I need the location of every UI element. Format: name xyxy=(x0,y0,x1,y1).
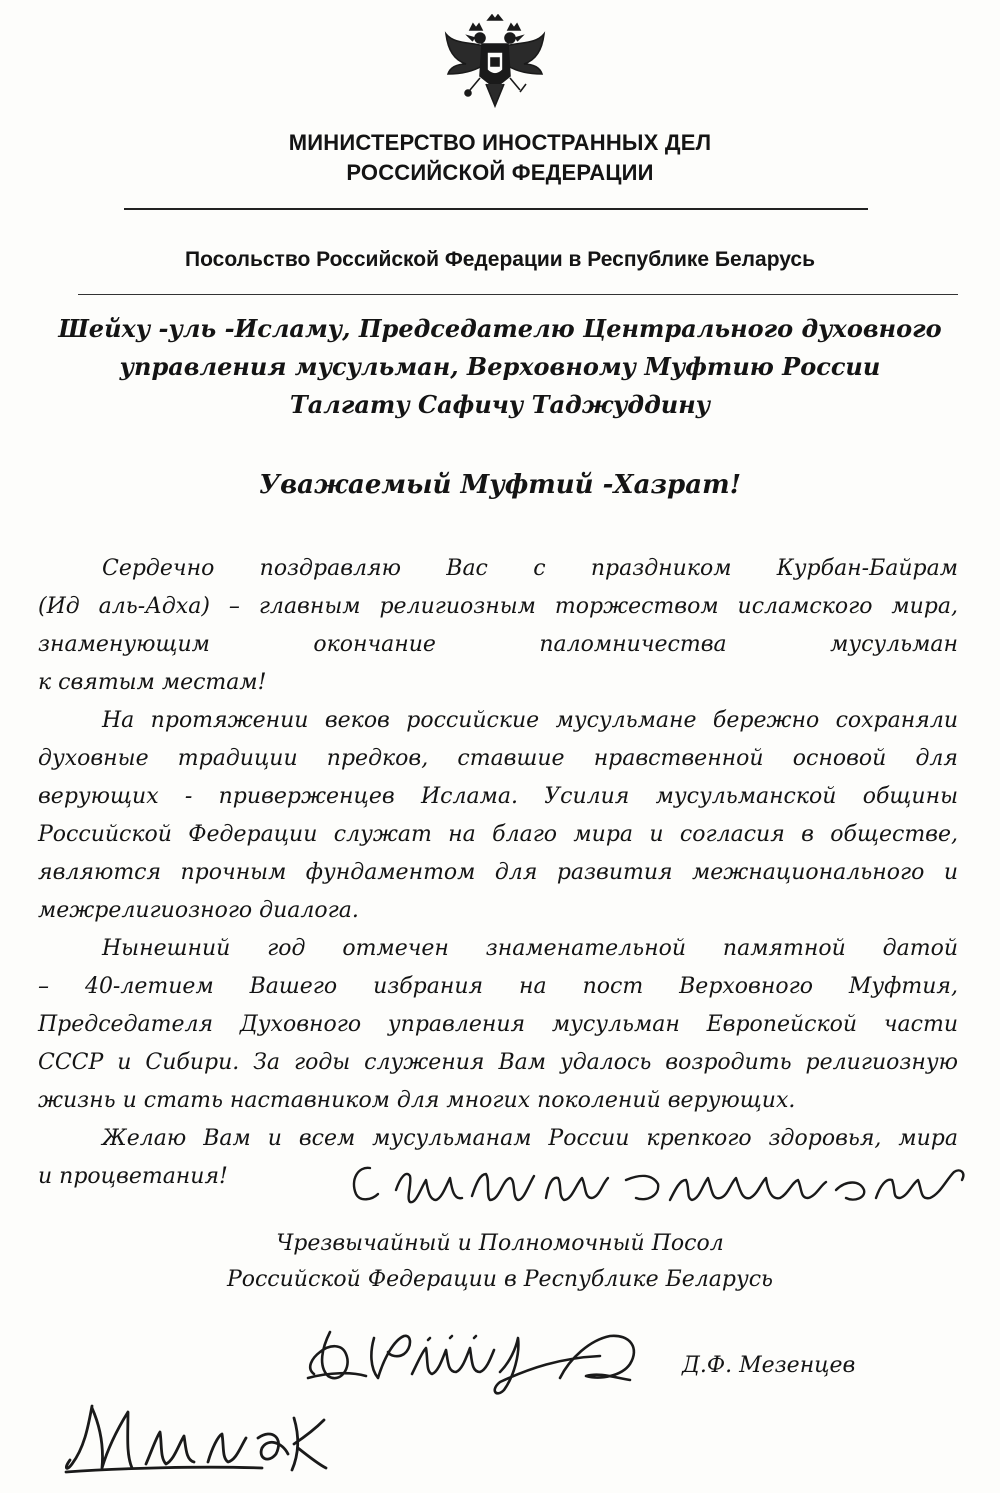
text-line: Российской Федерации служат на благо мира и согласия в обществе, xyxy=(38,822,958,847)
handwritten-regards xyxy=(340,1150,980,1220)
ministry-line-1: МИНИСТЕРСТВО ИНОСТРАННЫХ ДЕЛ xyxy=(288,130,712,155)
text-line: межрелигиозного диалога. xyxy=(38,898,359,923)
header-divider xyxy=(124,208,868,210)
text-line: (Ид аль-Адха) – главным религиозным торжеством исламского мира, xyxy=(38,594,958,619)
embassy-divider xyxy=(78,294,958,295)
addressee-line-2: управления мусульман, Верховному Муфтию России xyxy=(119,352,881,381)
sender-title-line-2: Российской Федерации в Республике Беларусь xyxy=(226,1267,774,1292)
initials-mark-icon xyxy=(62,1398,332,1478)
text-line: Желаю Вам и всем мусульманам России крепкого здоровья, мира xyxy=(102,1126,958,1151)
salutation: Уважаемый Муфтий -Хазрат! xyxy=(259,470,741,500)
ministry-line-2: РОССИЙСКОЙ ФЕДЕРАЦИИ xyxy=(346,160,654,185)
addressee-line-3: Талгату Сафичу Таджуддину xyxy=(289,390,711,419)
addressee-block xyxy=(40,310,960,424)
paragraph-1 xyxy=(38,550,958,702)
text-line: СССР и Сибири. За годы служения Вам удалось возродить религиозную xyxy=(38,1050,958,1075)
paragraph-3 xyxy=(38,930,958,1120)
letter-body xyxy=(38,550,958,1196)
text-line: духовные традиции предков, ставшие нравственной основой для xyxy=(38,746,958,771)
text-line: жизнь и стать наставником для многих поколений верующих. xyxy=(38,1088,796,1113)
text-line: На протяжении веков российские мусульмане бережно сохраняли xyxy=(102,708,958,733)
text-line: Нынешний год отмечен знаменательной памятной датой xyxy=(102,936,958,961)
ministry-heading xyxy=(0,128,1000,188)
coat-of-arms-icon xyxy=(440,14,550,116)
text-line: знаменующим окончание паломничества мусульман xyxy=(38,632,958,657)
text-line: и процветания! xyxy=(38,1164,228,1189)
sender-title xyxy=(0,1226,1000,1298)
text-line: верующих - приверженцев Ислама. Усилия мусульманской общины xyxy=(38,784,958,809)
signature-icon xyxy=(300,1318,680,1398)
text-line: являются прочным фундаментом для развития межнационального и xyxy=(38,860,958,885)
text-line: – 40-летием Вашего избрания на пост Верховного Муфтия, xyxy=(38,974,958,999)
text-line: Председателя Духовного управления мусульман Европейской части xyxy=(38,1012,958,1037)
signer-name: Д.Ф. Мезенцев xyxy=(682,1353,856,1378)
embassy-heading: Посольство Российской Федерации в Республике Беларусь xyxy=(185,248,815,271)
paragraph-2 xyxy=(38,702,958,930)
text-line: к святым местам! xyxy=(38,670,267,695)
text-line: Сердечно поздравляю Вас с праздником Курбан-Байрам xyxy=(102,556,958,581)
sender-title-line-1: Чрезвычайный и Полномочный Посол xyxy=(276,1231,724,1256)
addressee-line-1: Шейху -уль -Исламу, Председателю Центрального духовного xyxy=(58,314,942,343)
